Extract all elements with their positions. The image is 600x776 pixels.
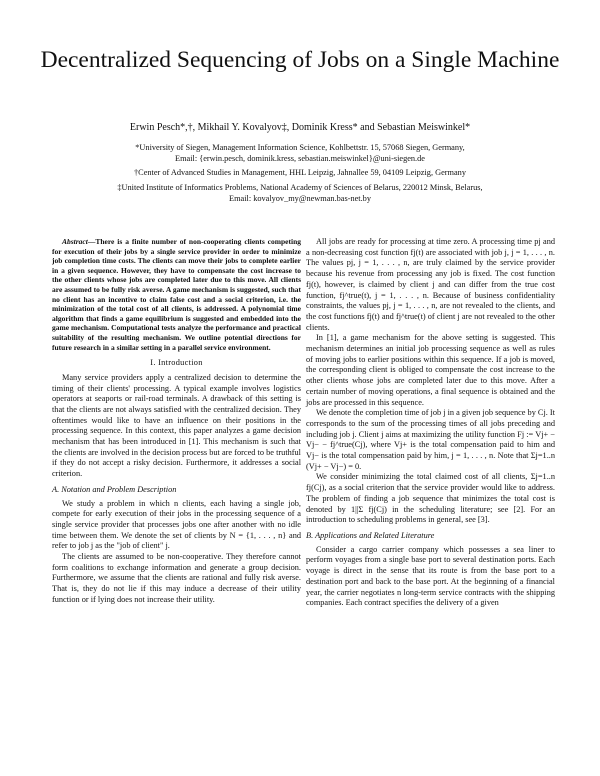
notation-paragraph-2: The clients are assumed to be non-cooperative. They therefore cannot form coalitions to exchange information and generate a group decision. Furthermore, we assume that the clients are rational and fully risk averse. That is, they do not lie if this may induce a decrease of their utility function or if lying does not increase their utility. <box>52 552 301 604</box>
right-paragraph-2: In [1], a game mechanism for the above setting is suggested. This mechanism determines an initial job processing sequence as well as rules of moving jobs to earlier positions within this sequence. If a job is moved, the corresponding client is obliged to compensate the cost increase to the other clients whose jobs are completed later due to this move. After a certain number of moving operations, a final sequence is obtained and the jobs are processed in this sequence. <box>306 333 555 407</box>
subsection-heading-applications: B. Applications and Related Literature <box>306 530 435 540</box>
affiliation-3-email: Email: kovalyov_my@newman.bas-net.by <box>229 194 371 203</box>
abstract-text: —There is a finite number of non-cooperating clients competing for execution of their jobs by a single service provider in order to minimize job completion time costs. The clients can move their jobs to complete earlier in a given sequence. However, they have to compensate the cost increase to the other clients whose jobs are completed later due to this move. All clients are assumed to be fully risk averse. A game mechanism is suggested, such that no client has an incentive to claim false cost and a social criterion, i.e. the minimization of the total cost of all clients, is addressed. A polynomial time algorithm that finds a game equilibrium is suggested and embedded into the game mechanism. Computational tests analyze the performance and practical suitability of the resulting mechanism. We outline potential directions for future research in a similar setting in a parallel service environment. <box>52 237 301 352</box>
intro-paragraph-1: Many service providers apply a centralized decision to determine the timing of their clients' processing. A typical example involves logistics operators at seaports or rail-road terminals. A drawback of this setting is that the clients are not always satisfied with the centralized decision. They oftentimes would like to have an influence on their positions in the processing sequence. In this context, this paper analyzes a game decision mechanism that has been introduced in [1]. This mechanism is such that the clients are involved in the decision process but are forced to be truthful if they do not accept a risky decision. Furthermore, it addresses a social criterion. <box>52 372 301 479</box>
right-column <box>306 237 555 609</box>
notation-paragraph-1: We study a problem in which n clients, each having a single job, compete for early execution of their jobs in the processing sequence of a single service provider that processes jobs one after another with no idle time between them. We denote the set of clients by N = {1, . . . , n} and refer to job j as the "job of client" j. <box>52 498 301 551</box>
affiliation-1-email: Email: {erwin.pesch, dominik.kress, sebastian.meiswinkel}@uni-siegen.de <box>175 154 425 163</box>
section-heading-introduction: I. Introduction <box>150 358 203 368</box>
right-paragraph-4: We consider minimizing the total claimed cost of all clients, Σj=1..n fj(Cj), as a social criterion that the service provider would like to address. The problem of finding a job sequence that minimizes the total cost is denoted by 1||Σ fj(Cj) in the scheduling literature; see [2]. For an introduction to scheduling problems in general, see [3]. <box>306 472 555 525</box>
abstract <box>52 237 301 352</box>
author-list: Erwin Pesch*,†, Mikhail Y. Kovalyov‡, Dominik Kress* and Sebastian Meiswinkel* <box>129 122 471 133</box>
right-paragraph-1: All jobs are ready for processing at time zero. A processing time pj and a non-decreasing cost function fj(t) are associated with job j, j = 1, . . . , n. The values pj, j = 1, . . . , n, are truly claimed by the service provider because his revenue from processing any job is fixed. The cost function fj(t), however, is claimed by client j and can differ from the true cost function, fj^true(t), j = 1, . . . , n. Because of business confidentiality constraints, the values pj, j = 1, . . . , n, are not revealed to the clients, and the cost functions fj(t) and fj^true(t) of client j are not revealed to the other clients. <box>306 237 555 332</box>
affiliation-3: ‡United Institute of Informatics Problems, National Academy of Sciences of Belarus, 220012 Minsk, Belarus, <box>117 183 483 192</box>
affiliation-2: †Center of Advanced Studies in Management, HHL Leipzig, Jahnallee 59, 04109 Leipzig, Germany <box>134 168 466 177</box>
left-column <box>52 237 301 606</box>
subsection-heading-notation: A. Notation and Problem Description <box>52 484 177 494</box>
applications-paragraph-1: Consider a cargo carrier company which possesses a sea liner to perform voyages from a single base port to several destination ports. Each voyage is direct in the sense that its route is from the base port to a destination port and back to the base port. At the beginning of a financial year, the carrier negotiates n long-term service contracts with the shipping companies. Each contract specifies the delivery of a given <box>306 544 555 608</box>
right-paragraph-3: We denote the completion time of job j in a given job sequence by Cj. It corresponds to the sum of the processing times of all jobs preceding and including job j. Client j aims at maximizing the utility function Fj := Vj+ − Vj− − fj^true(Cj), where Vj+ is the total compensation paid to him and Vj− is the total compensation paid by him, j = 1, . . . , n. Note that Σj=1..n (Vj+ − Vj−) = 0. <box>306 408 555 471</box>
abstract-label: Abstract <box>62 237 88 246</box>
affiliation-1: *University of Siegen, Management Information Science, Kohlbettstr. 15, 57068 Siegen, Germany, <box>135 143 465 152</box>
paper-title: Decentralized Sequencing of Jobs on a Single Machine <box>40 47 560 73</box>
